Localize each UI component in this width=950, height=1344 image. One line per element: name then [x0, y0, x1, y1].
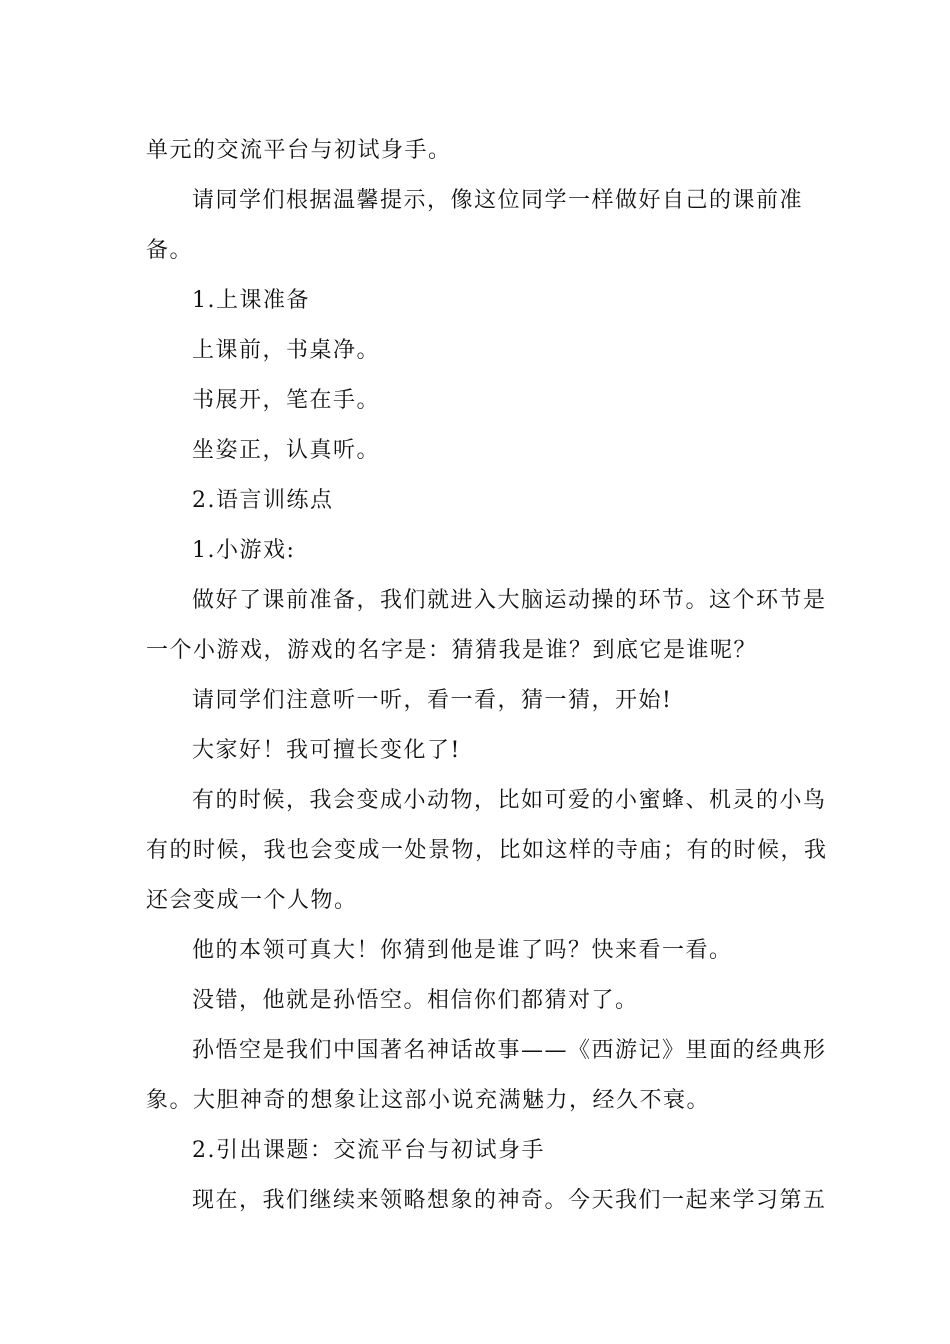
paragraph-line: 没错，他就是孙悟空。相信你们都猜对了。 — [192, 988, 639, 1013]
paragraph-line: 现在，我们继续来领略想象的神奇。今天我们一起来学习第五 — [192, 1188, 827, 1213]
section-heading: 1.小游戏: — [192, 538, 296, 563]
section-heading: 2.引出课题：交流平台与初试身手 — [192, 1138, 545, 1163]
paragraph-line: 象。大胆神奇的想象让这部小说充满魅力，经久不衰。 — [146, 1088, 711, 1113]
paragraph-line: 请同学们注意听一听，看一看，猜一猜，开始! — [192, 688, 673, 713]
paragraph-line: 大家好！我可擅长变化了! — [192, 738, 461, 763]
paragraph-line: 备。 — [146, 238, 194, 263]
section-heading: 1.上课准备 — [192, 288, 310, 313]
section-heading: 2.语言训练点 — [192, 488, 334, 513]
paragraph-line: 单元的交流平台与初试身手。 — [146, 138, 452, 163]
paragraph-line: 他的本领可真大！你猜到他是谁了吗？快来看一看。 — [192, 938, 733, 963]
paragraph-line: 有的时候，我也会变成一处景物，比如这样的寺庙；有的时候，我 — [146, 838, 828, 863]
paragraph-line: 孙悟空是我们中国著名神话故事——《西游记》里面的经典形 — [192, 1038, 827, 1063]
paragraph-line: 上课前，书桌净。 — [192, 338, 381, 363]
paragraph-line: 做好了课前准备，我们就进入大脑运动操的环节。这个环节是 — [192, 588, 827, 613]
paragraph-line: 还会变成一个人物。 — [146, 888, 358, 913]
paragraph-line: 请同学们根据温馨提示，像这位同学一样做好自己的课前准 — [192, 188, 804, 213]
paragraph-line: 坐姿正，认真听。 — [192, 438, 381, 463]
paragraph-line: 一个小游戏，游戏的名字是：猜猜我是谁？到底它是谁呢？ — [146, 638, 758, 663]
paragraph-line: 书展开，笔在手。 — [192, 388, 381, 413]
paragraph-line: 有的时候，我会变成小动物，比如可爱的小蜜蜂、机灵的小鸟 — [192, 788, 827, 813]
